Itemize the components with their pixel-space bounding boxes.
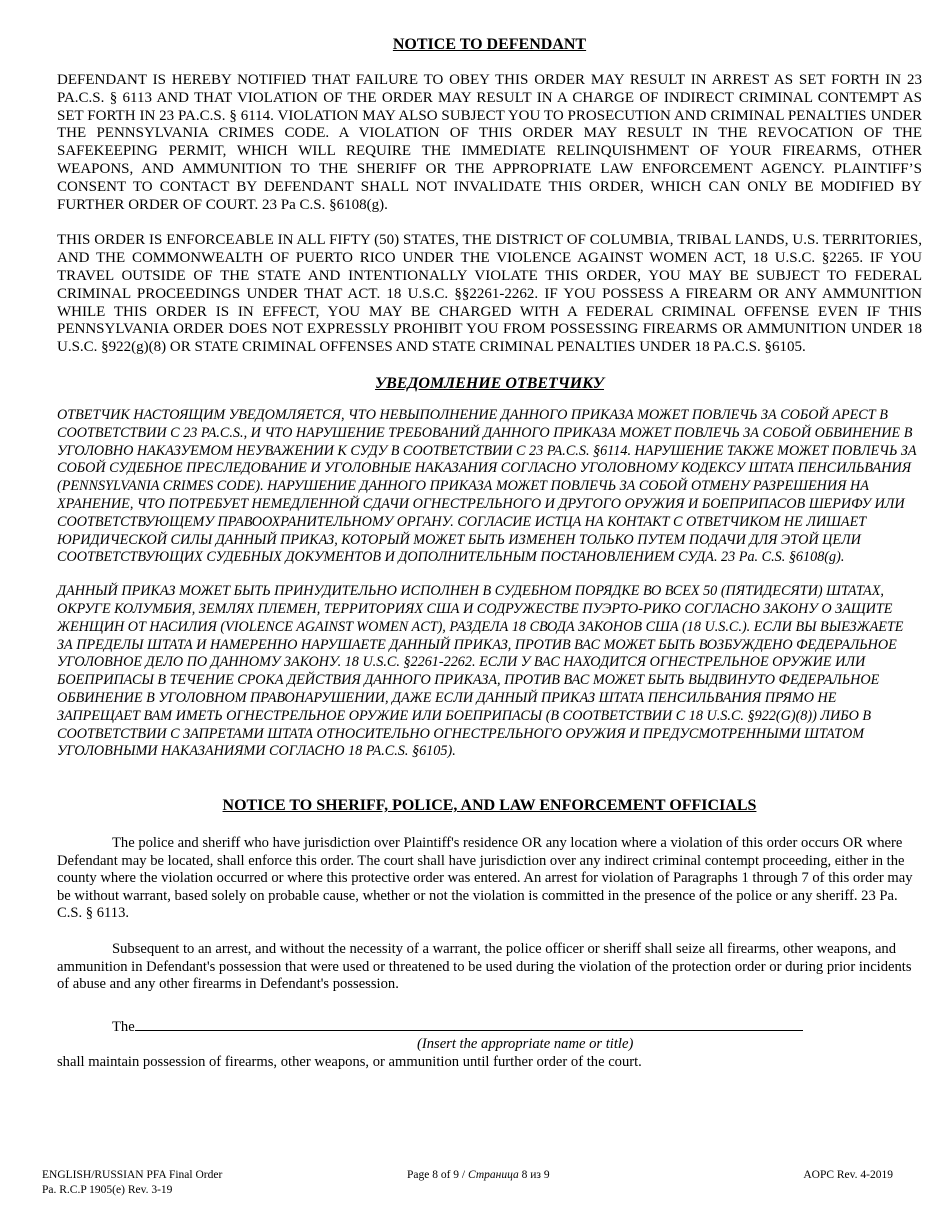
custodian-line (57, 1018, 922, 1037)
page-number-ru-word: Страница (468, 1169, 519, 1181)
page-number-ru-rest: 8 из 9 (518, 1169, 550, 1181)
notice-to-sheriff-heading: NOTICE TO SHERIFF, POLICE, AND LAW ENFORCEMENT OFFICIALS (222, 797, 757, 815)
insert-name-hint: (Insert the appropriate name or title) (417, 1036, 634, 1053)
defendant-notice-paragraph-1: DEFENDANT IS HEREBY NOTIFIED THAT FAILURE TO OBEY THIS ORDER MAY RESULT IN ARREST AS SET FORTH IN 23 PA.C.S. § 6113 AND THAT VIOLATION OF THE ORDER MAY RESULT IN A CHARGE OF INDIRECT CRIMINAL CONTEMPT AS SET FORTH IN 23 PA.C.S. § 6114. VIOLATION MAY ALSO SUBJECT YOU TO PROSECUTION AND CRIMINAL PENALTIES UNDER THE PENNSYLVANIA CRIMES CODE. A VIOLATION OF THIS ORDER MAY RESULT IN THE REVOCATION OF THE SAFEKEEPING PERMIT, WHICH WILL REQUIRE THE IMMEDIATE RELINQUISHMENT OF YOUR FIREARMS, OTHER WEAPONS, AND AMMUNITION TO THE SHERIFF OR THE APPROPRIATE LAW ENFORCEMENT AGENCY. PLAINTIFF’S CONSENT TO CONTACT BY DEFENDANT SHALL NOT INVALIDATE THIS ORDER, WHICH CAN ONLY BE MODIFIED BY FURTHER ORDER OF COURT. 23 Pa C.S. §6108(g). (57, 72, 922, 213)
footer-page-number (407, 1168, 550, 1183)
russian-notice-heading: УВЕДОМЛЕНИЕ ОТВЕТЧИКУ (374, 374, 605, 392)
russian-notice-paragraph-2: ДАННЫЙ ПРИКАЗ МОЖЕТ БЫТЬ ПРИНУДИТЕЛЬНО ИСПОЛНЕН В СУДЕБНОМ ПОРЯДКЕ ВО ВСЕХ 50 (ПЯТИДЕСЯТИ) ШТАТАХ, ОКРУГЕ КОЛУМБИЯ, ЗЕМЛЯХ ПЛЕМЕН, ТЕРРИТОРИЯХ США И СОДРУЖЕСТВЕ ПУЭРТО-РИКО СОГЛАСНО ЗАКОНУ О ЗАЩИТЕ ЖЕНЩИН ОТ НАСИЛИЯ (VIOLENCE AGAINST WOMEN ACT), РАЗДЕЛА 18 СВОДА ЗАКОНОВ США (18 U.S.C.). ЕСЛИ ВЫ ВЫЕЗЖАЕТЕ ЗА ПРЕДЕЛЫ ШТАТА И НАМЕРЕННО НАРУШАЕТЕ ДАННЫЙ ПРИКАЗ, ПРОТИВ ВАС МОЖЕТ БЫТЬ ВОЗБУЖДЕНО ФЕДЕРАЛЬНОЕ УГОЛОВНОЕ ДЕЛО ПО ДАННОМУ ЗАКОНУ. 18 U.S.C. §2261-2262. ЕСЛИ У ВАС НАХОДИТСЯ ОГНЕСТРЕЛЬНОЕ ОРУЖИЕ ИЛИ БОЕПРИПАСЫ В ТЕЧЕНИЕ СРОКА ДЕЙСТВИЯ ДАННОГО ПРИКАЗА, ПРОТИВ ВАС МОЖЕТ БЫТЬ ВЫДВИНУТО ФЕДЕРАЛЬНОЕ ОБВИНЕНИЕ В УГОЛОВНОМ ПРАВОНАРУШЕНИИ, ДАЖЕ ЕСЛИ ДАННЫЙ ПРИКАЗ ШТАТА ПЕНСИЛЬВАНИЯ ПРЯМО НЕ ЗАПРЕЩАЕТ ВАМ ИМЕТЬ ОГНЕСТРЕЛЬНОЕ ОРУЖИЕ ИЛИ БОЕПРИПАСЫ (В СООТВЕТСТВИИ С 18 U.S.C. §922(G)(8)) ЛИБО В СООТВЕТСТВИИ С ЗАПРЕТАМИ ШТАТА ОТНОСИТЕЛЬНО ОГНЕСТРЕЛЬНОГО ОРУЖИЯ И ПРЕДУСМОТРЕННЫМИ ШТАТОМ УГОЛОВНЫМИ НАКАЗАНИЯМИ СОГЛАСНО 18 PA.C.S. §6105). (57, 583, 904, 760)
russian-notice-paragraph-1: ОТВЕТЧИК НАСТОЯЩИМ УВЕДОМЛЯЕТСЯ, ЧТО НЕВЫПОЛНЕНИЕ ДАННОГО ПРИКАЗА МОЖЕТ ПОВЛЕЧЬ ЗА СОБОЙ АРЕСТ В СООТВЕТСТВИИ С 23 PA.C.S., И ЧТО НАРУШЕНИЕ ТРЕБОВАНИЙ ДАННОГО ПРИКАЗА МОЖЕТ ПОВЛЕЧЬ ЗА СОБОЙ ОБВИНЕНИЕ В УГОЛОВНО НАКАЗУЕМОМ НЕУВАЖЕНИИ К СУДУ В СООТВЕТСТВИИ С 23 PA.C.S. §6114. НАРУШЕНИЕ ТАКЖЕ МОЖЕТ ПОВЛЕЧЬ ЗА СОБОЙ СУДЕБНОЕ ПРЕСЛЕДОВАНИЕ И УГОЛОВНЫЕ НАКАЗАНИЯ СОГЛАСНО УГОЛОВНОМУ КОДЕКСУ ШТАТА ПЕНСИЛЬВАНИЯ (PENNSYLVANIA CRIMES CODE). НАРУШЕНИЕ ДАННОГО ПРИКАЗА МОЖЕТ ПОВЛЕЧЬ ЗА СОБОЙ ОТМЕНУ РАЗРЕШЕНИЯ НА ХРАНЕНИЕ, ЧТО ПОТРЕБУЕТ НЕМЕДЛЕННОЙ СДАЧИ ОГНЕСТРЕЛЬНОГО И ДРУГОГО ОРУЖИЯ И БОЕПРИПАСОВ ШЕРИФУ ИЛИ СООТВЕТСТВУЮЩЕМУ ПРАВООХРАНИТЕЛЬНОМУ ОРГАНУ. СОГЛАСИЕ ИСТЦА НА КОНТАКТ С ОТВЕТЧИКОМ НЕ ЛИШАЕТ ЮРИДИЧЕСКОЙ СИЛЫ ДАННЫЙ ПРИКАЗ, КОТОРЫЙ МОЖЕТ БЫТЬ ИЗМЕНЕН ТОЛЬКО ПУТЕМ ПОДАЧИ ДЛЯ ЭТОЙ ЦЕЛИ СООТВЕТСТВУЮЩИХ СУДЕБНЫХ ДОКУМЕНТОВ И ДОПОЛНИТЕЛЬНЫМ ПОСТАНОВЛЕНИЕМ СУДА. 23 Pa. C.S. §6108(g). (57, 406, 917, 566)
sheriff-notice-paragraph-1: The police and sheriff who have jurisdiction over Plaintiff's residence OR any location where a violation of this order occurs OR where Defendant may be located, shall enforce this order. The court shall have jurisdiction over any indirect criminal contempt proceeding, either in the county where the violation occurred or where this protective order was entered. An arrest for violation of Paragraphs 1 through 7 of this order may be without warrant, based solely on probable cause, whether or not the violation is committed in the presence of the police or any sheriff. 23 Pa. C.S. § 6113. (57, 835, 913, 922)
defendant-notice-paragraph-2: THIS ORDER IS ENFORCEABLE IN ALL FIFTY (50) STATES, THE DISTRICT OF COLUMBIA, TRIBAL LANDS, U.S. TERRITORIES, AND THE COMMONWEALTH OF PUERTO RICO UNDER THE VIOLENCE AGAINST WOMEN ACT, 18 U.S.C. §2265. IF YOU TRAVEL OUTSIDE OF THE STATE AND INTENTIONALLY VIOLATE THIS ORDER, YOU MAY BE SUBJECT TO FEDERAL CRIMINAL PROCEEDINGS UNDER THAT ACT. 18 U.S.C. §§2261-2262. IF YOU POSSESS A FIREARM OR ANY AMMUNITION WHILE THIS ORDER IS IN EFFECT, YOU MAY BE CHARGED WITH A FEDERAL CRIMINAL OFFENSE EVEN IF THIS PENNSYLVANIA ORDER DOES NOT EXPRESSLY PROHIBIT YOU FROM POSSESSING FIREARMS OR AMMUNITION UNDER 18 U.S.C. §922(g)(8) OR STATE CRIMINAL OFFENSES AND STATE CRIMINAL PENALTIES UNDER 18 PA.C.S. §6105. (57, 232, 922, 356)
maintain-possession-line: shall maintain possession of firearms, other weapons, or ammunition until further order of the court. (57, 1054, 642, 1071)
custodian-name-blank[interactable] (135, 1018, 803, 1031)
sheriff-notice-paragraph-2: Subsequent to an arrest, and without the necessity of a warrant, the police officer or sheriff shall seize all firearms, other weapons, and ammunition in Defendant's possession that were used or threatened to be used during the violation of the protection order or during prior incidents of abuse and any other firearms in Defendant's possession. (57, 941, 912, 993)
footer-form-title: ENGLISH/RUSSIAN PFA Final Order (42, 1169, 223, 1181)
page-number-en: Page 8 of 9 / (407, 1169, 469, 1181)
document-page (57, 36, 922, 1072)
the-label: The (112, 1018, 135, 1035)
footer-form-info (42, 1168, 222, 1197)
footer-rule-rev: Pa. R.C.P 1905(e) Rev. 3-19 (42, 1183, 173, 1196)
notice-to-defendant-heading: NOTICE TO DEFENDANT (392, 36, 587, 53)
footer-aopc-rev: AOPC Rev. 4-2019 (803, 1169, 893, 1181)
